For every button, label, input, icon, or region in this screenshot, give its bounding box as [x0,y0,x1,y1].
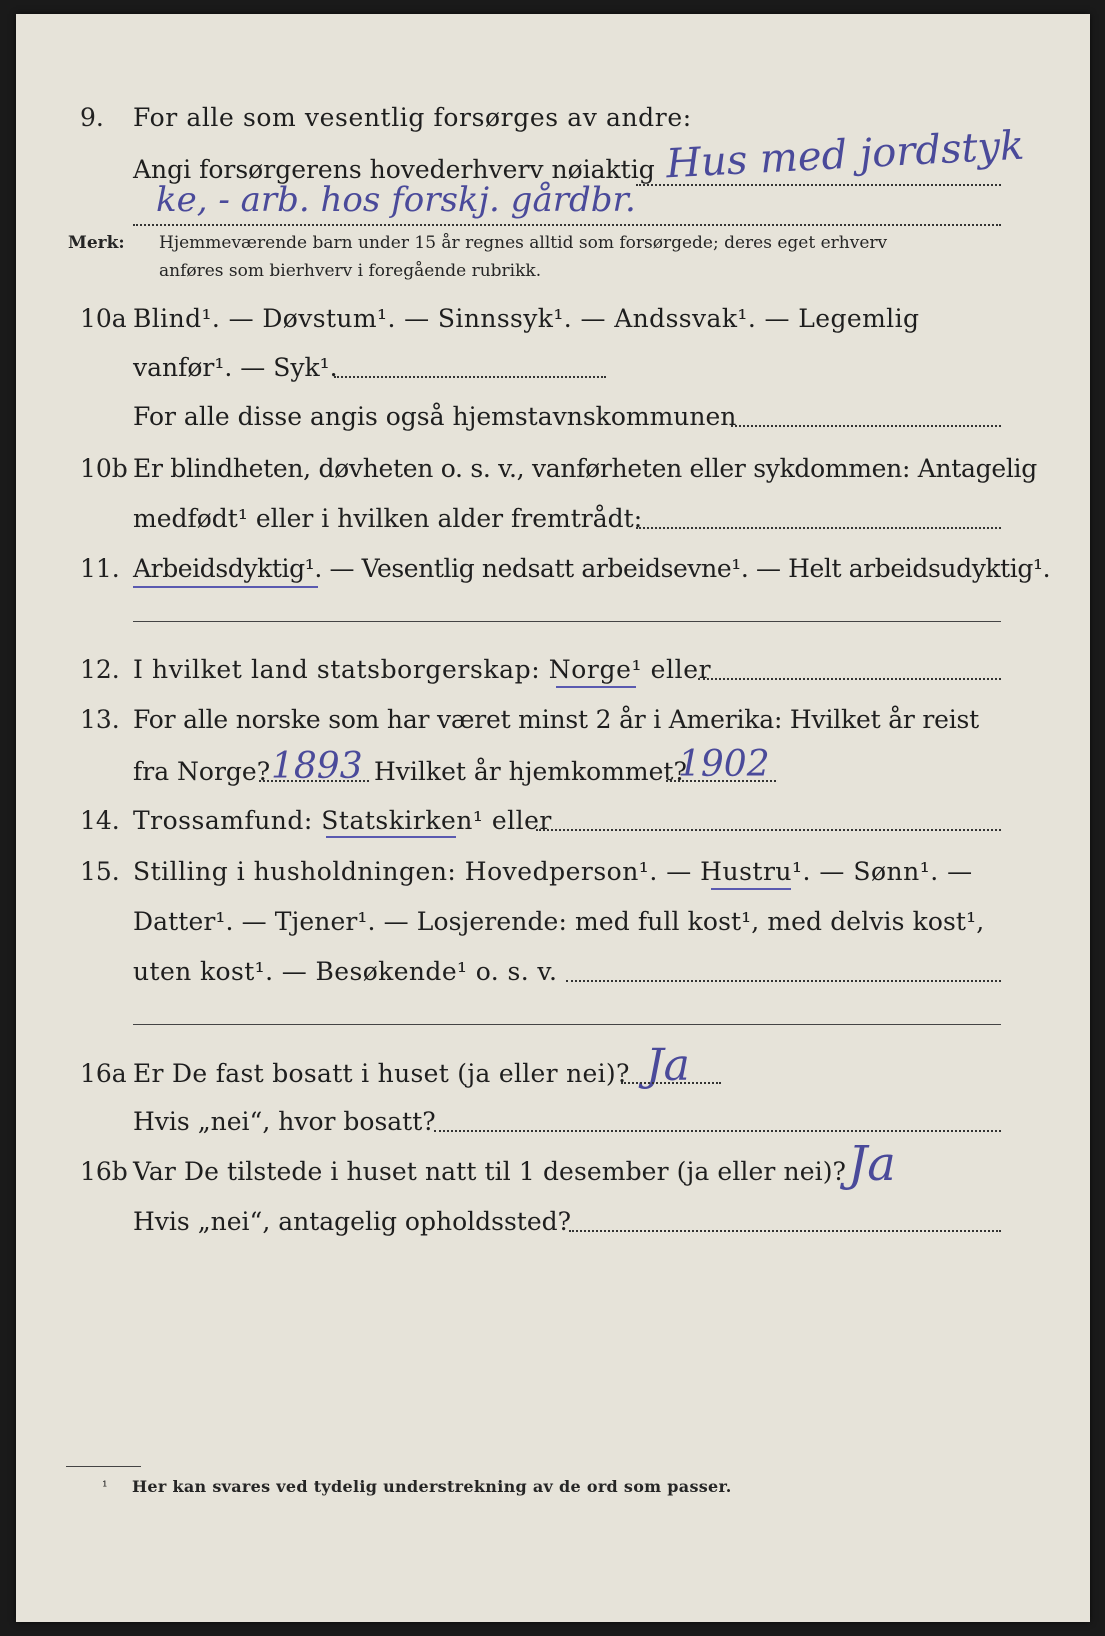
answer-line [636,527,1001,529]
footnote-rule [66,1466,141,1467]
question-16b-line-2 [16,1202,1090,1242]
handwritten-underline [326,836,456,838]
footnote [16,1474,1090,1504]
question-12 [16,650,1090,690]
question-text: Datter¹. — Tjener¹. — Losjerende: med full kost¹, med delvis kost¹, [133,907,985,936]
question-text: Er blindheten, døvheten o. s. v., vanførheten eller sykdommen: Antagelig [133,454,1037,483]
question-10a-line-3 [16,397,1090,437]
answer-line [698,678,1001,680]
handwritten-underline [711,888,791,890]
question-text: uten kost¹. — Besøkende¹ o. s. v. [133,957,558,986]
answer-line [621,1082,721,1084]
question-number: 16b [80,1157,128,1186]
question-number: 10b [80,454,128,483]
question-14 [16,801,1090,841]
note-text: Hjemmeværende barn under 15 år regnes alltid som forsørgede; deres eget erhverv [159,233,888,253]
handwritten-answer: Hus med jordstyk [665,122,1026,188]
handwritten-answer: 1893 [271,746,363,787]
question-number: 16a [80,1059,127,1088]
question-15-line-3 [16,952,1090,992]
question-text: Arbeidsdyktig¹. — Vesentlig nedsatt arbeidsevne¹. — Helt arbeidsudyktig¹. [133,554,1051,583]
handwritten-underline [133,586,318,588]
question-text: For alle norske som har været minst 2 år i Amerika: Hvilket år reist [133,705,980,734]
question-16b [16,1136,1090,1192]
question-10b [16,449,1090,489]
answer-line [536,829,1001,831]
question-text: Stilling i husholdningen: Hovedperson¹. — Hustru¹. — Sønn¹. — [133,857,973,886]
question-number: 15. [80,857,120,886]
census-form-page [16,14,1090,1622]
question-text: I hvilket land statsborgerskap: Norge¹ eller [133,655,712,684]
question-15 [16,852,1090,892]
question-text: Hvis „nei“, antagelig opholdssted? [133,1207,572,1236]
answer-line [569,1230,1001,1232]
question-number: 9. [80,103,104,132]
handwritten-answer: Ja [646,1040,690,1091]
question-number: 13. [80,705,120,734]
question-text: Er De fast bosatt i huset (ja eller nei)? [133,1059,630,1088]
footnote-text: Her kan svares ved tydelig understrekning av de ord som passer. [132,1477,732,1496]
question-text: Angi forsørgerens hovederhverv nøiaktig [133,155,655,184]
answer-line [434,1130,1001,1132]
answer-line [133,1024,1001,1025]
question-text: For alle disse angis også hjemstavnskommunen [133,402,737,431]
question-10b-line-2 [16,499,1090,539]
answer-line [133,224,1001,226]
footnote-mark: ¹ [102,1479,108,1495]
question-text: Hvis „nei“, hvor bosatt? [133,1107,436,1136]
handwritten-answer: 1902 [678,744,770,785]
answer-line [731,425,1001,427]
question-text: medfødt¹ eller i hvilken alder fremtrådt: [133,504,643,533]
question-number: 11. [80,554,120,583]
question-16a-line-2 [16,1102,1090,1142]
handwritten-answer: Ja [848,1136,896,1192]
question-10a [16,299,1090,339]
question-text: fra Norge? [133,757,271,786]
question-number: 14. [80,806,120,835]
answer-line [133,621,1001,622]
question-text: vanfør¹. — Syk¹. [133,353,338,382]
question-15-line-2 [16,902,1090,942]
question-text: Blind¹. — Døvstum¹. — Sinnssyk¹. — Andssvak¹. — Legemlig [133,304,920,333]
question-text: Trossamfund: Statskirken¹ eller [133,806,552,835]
question-text: Hvilket år hjemkommet? [374,757,687,786]
question-16a [16,1040,1090,1094]
question-text: Var De tilstede i huset natt til 1 desember (ja eller nei)? [133,1157,847,1186]
question-number: 12. [80,655,120,684]
note-text: anføres som bierhverv i foregående rubrikk. [159,261,542,281]
answer-line [334,376,606,378]
question-13 [16,700,1090,740]
question-number: 10a [80,304,127,333]
note-label: Merk: [68,233,125,253]
question-text: For alle som vesentlig forsørges av andre: [133,103,692,132]
question-10a-line-2 [16,348,1090,388]
question-11 [16,549,1090,589]
answer-line [566,980,1001,982]
answer-line [666,780,776,782]
handwritten-answer: ke, - arb. hos forskj. gårdbr. [156,180,636,220]
question-13-line-2 [16,744,1090,792]
handwritten-underline [556,686,636,688]
note [16,230,1090,286]
answer-line [259,780,369,782]
